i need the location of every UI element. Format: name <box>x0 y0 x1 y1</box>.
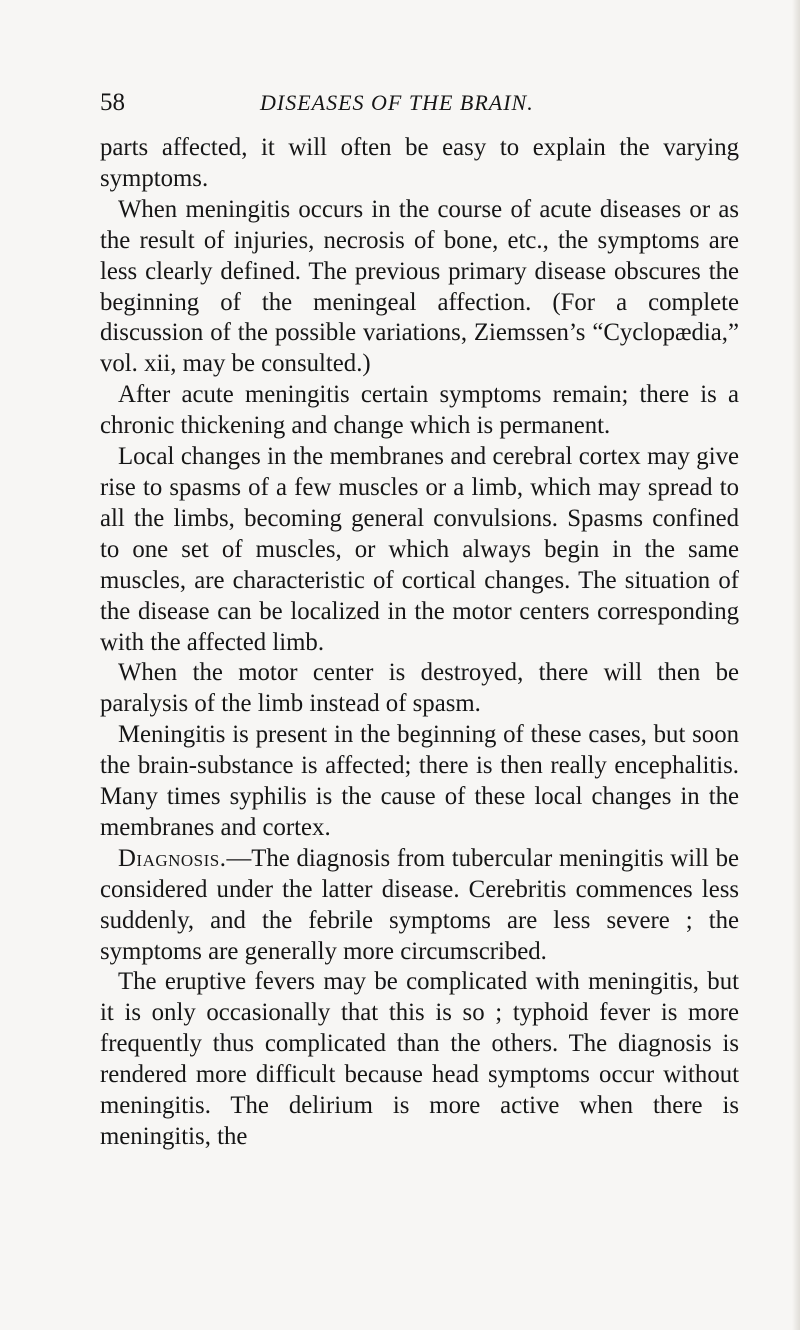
body-text <box>100 133 739 1153</box>
page-edge-shadow <box>792 0 800 1330</box>
paragraph-8: The eruptive fevers may be complicated with meningitis, but it is only occasionally that this is so ; typhoid fever is more frequently thus complicated than the others. The diagnosis is rendered more difficult because head symptoms occur without meningitis. The delirium is more active when there is meningitis, the <box>100 968 739 1150</box>
paragraph-7-text: —The diagnosis from tubercular meningitis will be considered under the latter disease. Cerebritis commences less suddenly, and the febrile symptoms are less severe ; the symptoms are generally more circumscribed. <box>100 844 739 965</box>
paragraph-6: Meningitis is present in the beginning of these cases, but soon the brain-substance is affected; there is then really encephalitis. Many times syphilis is the cause of these local changes in the membranes and cortex. <box>100 721 739 841</box>
section-lead-diagnosis: Diagnosis. <box>118 844 227 872</box>
page-number: 58 <box>100 89 125 116</box>
paragraph-5: When the motor center is destroyed, there will then be paralysis of the limb instead of spasm. <box>100 659 739 718</box>
running-head: DISEASES OF THE BRAIN. <box>260 90 534 115</box>
paragraph-4: Local changes in the membranes and cerebral cortex may give rise to spasms of a few muscles or a limb, which may spread to all the limbs, becoming general convulsions. Spasms confined to one set of muscles, or which always begin in the same muscles, are characteristic of cortical changes. The situation of the disease can be localized in the motor centers corresponding with the affected limb. <box>100 443 739 656</box>
paragraph-3: After acute meningitis certain symptoms remain; there is a chronic thickening and change which is permanent. <box>100 381 739 440</box>
paragraph-2: When meningitis occurs in the course of acute diseases or as the result of injuries, necrosis of bone, etc., the symptoms are less clearly defined. The previous primary disease obscures the beginning of the meningeal affection. (For a complete discussion of the possible variations, Ziemssen’s “Cyclopædia,” vol. xii, may be consulted.) <box>100 195 739 378</box>
paragraph-7-diagnosis <box>100 844 739 968</box>
paragraph-1: parts affected, it will often be easy to explain the varying symptoms. <box>100 134 739 192</box>
page-header <box>100 88 740 122</box>
